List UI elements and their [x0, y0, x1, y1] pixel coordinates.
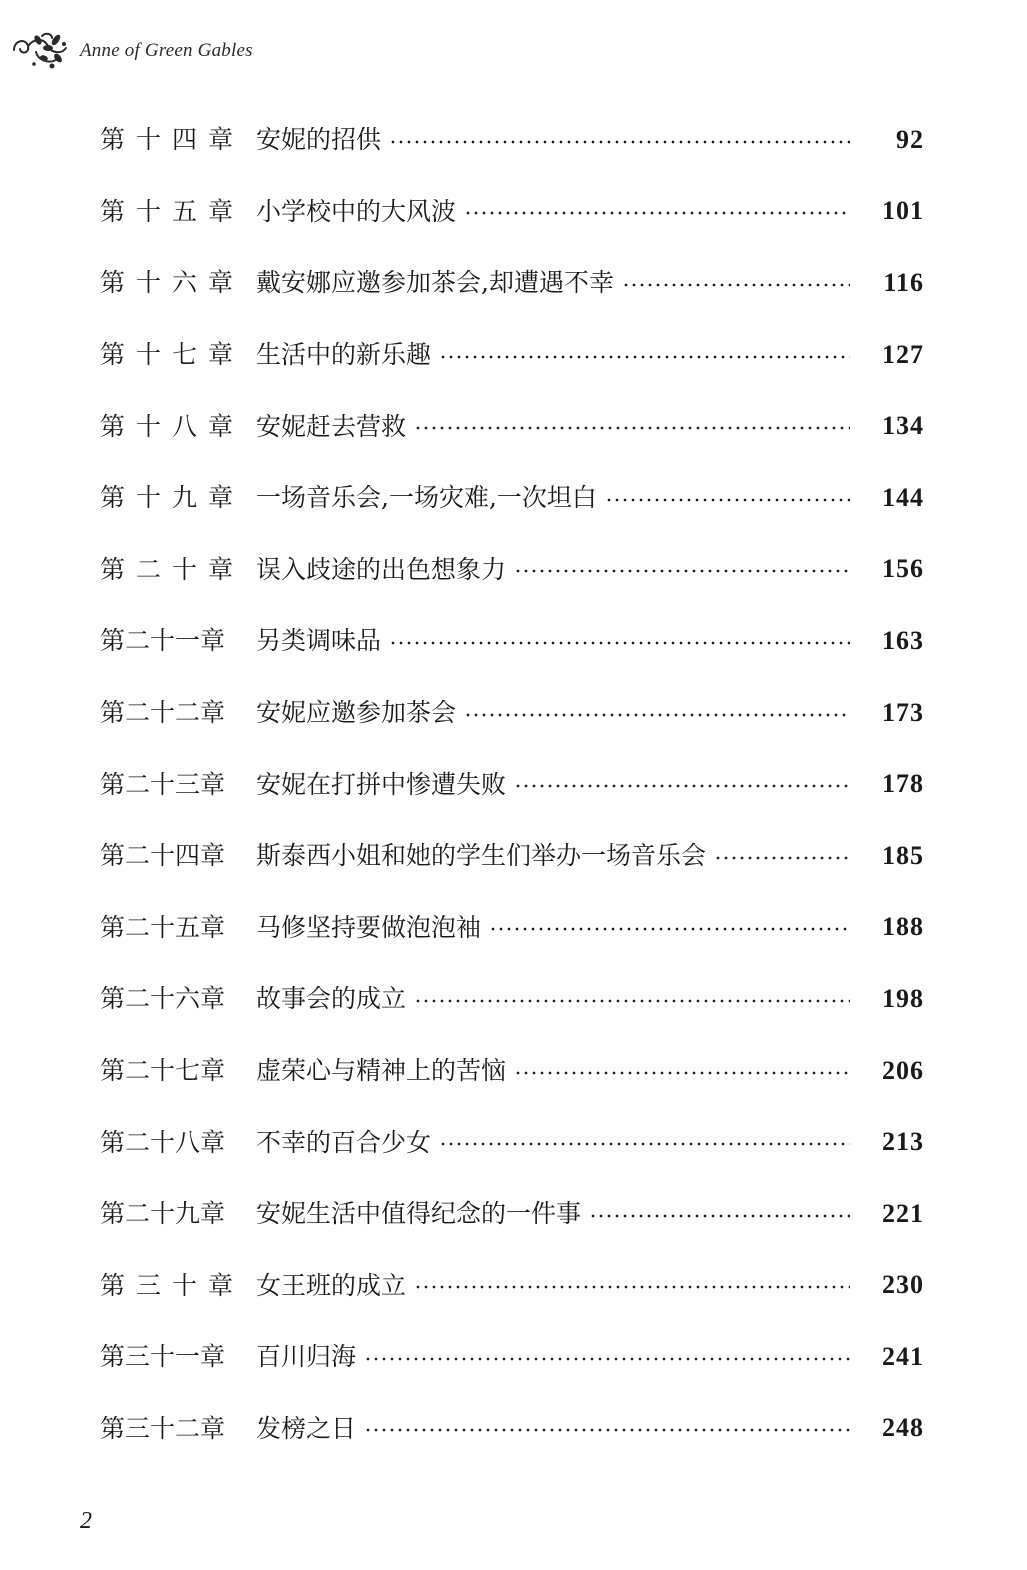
- dot-leader: [364, 1427, 850, 1433]
- toc-entry: [100, 462, 924, 534]
- toc-entry: [100, 319, 924, 391]
- chapter-page-number: 134: [882, 411, 924, 441]
- chapter-title: 马修坚持要做泡泡袖: [256, 912, 482, 942]
- toc-entry: [100, 390, 924, 462]
- chapter-number: 第三十二章: [100, 1413, 226, 1443]
- toc-entry: [100, 1250, 924, 1322]
- chapter-title: 另类调味品: [256, 626, 382, 656]
- dot-leader: [414, 998, 850, 1004]
- chapter-title: 百川归海: [256, 1342, 357, 1372]
- chapter-title: 虚荣心与精神上的苦恼: [256, 1056, 507, 1086]
- toc-entry: [100, 534, 924, 606]
- chapter-number: 第十八章: [100, 411, 245, 441]
- dot-leader: [364, 1356, 850, 1362]
- chapter-page-number: 163: [882, 625, 924, 655]
- chapter-number: 第二十五章: [100, 912, 226, 942]
- chapter-title: 女王班的成立: [256, 1270, 407, 1300]
- chapter-page-number: 92: [896, 124, 924, 154]
- chapter-page-number: 156: [882, 554, 924, 584]
- chapter-page-number: 221: [882, 1198, 924, 1228]
- chapter-number: 第二十章: [100, 554, 245, 584]
- chapter-title: 安妮应邀参加茶会: [256, 698, 457, 728]
- toc-entry: [100, 677, 924, 749]
- dot-leader: [414, 425, 850, 431]
- chapter-page-number: 173: [882, 697, 924, 727]
- page-number: 2: [80, 1508, 92, 1534]
- dot-leader: [464, 210, 850, 216]
- chapter-number: 第十九章: [100, 483, 245, 513]
- chapter-page-number: 144: [882, 482, 924, 512]
- chapter-number: 第二十三章: [100, 769, 226, 799]
- dot-leader: [589, 1213, 850, 1219]
- toc-entry: [100, 1393, 924, 1465]
- dot-leader: [514, 1070, 850, 1076]
- chapter-title: 一场音乐会,一场灾难,一次坦白: [256, 483, 597, 513]
- chapter-page-number: 127: [882, 339, 924, 369]
- chapter-page-number: 248: [882, 1413, 924, 1443]
- dot-leader: [414, 1284, 850, 1290]
- book-title: Anne of Green Gables: [80, 40, 253, 61]
- dot-leader: [439, 1141, 850, 1147]
- chapter-number: 第二十九章: [100, 1199, 226, 1229]
- dot-leader: [514, 568, 850, 574]
- chapter-number: 第十六章: [100, 268, 245, 298]
- dot-leader: [389, 139, 850, 145]
- toc-entry: [100, 963, 924, 1035]
- toc-entry: [100, 892, 924, 964]
- chapter-number: 第十四章: [100, 125, 245, 155]
- chapter-title: 不幸的百合少女: [256, 1127, 432, 1157]
- chapter-page-number: 206: [882, 1055, 924, 1085]
- chapter-page-number: 185: [882, 840, 924, 870]
- chapter-title: 故事会的成立: [256, 984, 407, 1014]
- chapter-number: 第二十二章: [100, 698, 226, 728]
- chapter-number: 第二十八章: [100, 1127, 226, 1157]
- chapter-page-number: 116: [883, 267, 924, 297]
- chapter-page-number: 188: [882, 912, 924, 942]
- chapter-number: 第十五章: [100, 196, 245, 226]
- chapter-title: 安妮的招供: [256, 125, 382, 155]
- dot-leader: [714, 855, 850, 861]
- chapter-page-number: 198: [882, 983, 924, 1013]
- chapter-title: 安妮赶去营救: [256, 411, 407, 441]
- toc-entry: [100, 605, 924, 677]
- chapter-page-number: 241: [882, 1341, 924, 1371]
- dot-leader: [605, 497, 850, 503]
- dot-leader: [489, 926, 850, 932]
- chapter-title: 斯泰西小姐和她的学生们举办一场音乐会: [256, 841, 707, 871]
- chapter-title: 安妮生活中值得纪念的一件事: [256, 1199, 582, 1229]
- chapter-number: 第三十章: [100, 1270, 245, 1300]
- toc-entry: [100, 104, 924, 176]
- chapter-number: 第十七章: [100, 340, 245, 370]
- chapter-page-number: 213: [882, 1127, 924, 1157]
- toc-entry: [100, 748, 924, 820]
- toc-entry: [100, 176, 924, 248]
- toc-entry: [100, 1106, 924, 1178]
- toc-entry: [100, 1035, 924, 1107]
- chapter-title: 发榜之日: [256, 1413, 357, 1443]
- chapter-page-number: 230: [882, 1270, 924, 1300]
- chapter-title: 安妮在打拼中惨遭失败: [256, 769, 507, 799]
- dot-leader: [439, 354, 850, 360]
- chapter-title: 戴安娜应邀参加茶会,却遭遇不幸: [256, 268, 614, 298]
- toc-entry: [100, 1178, 924, 1250]
- dot-leader: [464, 712, 850, 718]
- chapter-number: 第二十一章: [100, 626, 226, 656]
- dot-leader: [389, 640, 850, 646]
- chapter-number: 第二十四章: [100, 841, 226, 871]
- toc-entry: [100, 247, 924, 319]
- chapter-number: 第三十一章: [100, 1342, 226, 1372]
- floral-scroll-icon: [8, 28, 70, 74]
- running-header: [8, 26, 253, 76]
- chapter-title: 小学校中的大风波: [256, 196, 457, 226]
- toc-entry: [100, 1321, 924, 1393]
- chapter-number: 第二十七章: [100, 1056, 226, 1086]
- dot-leader: [622, 282, 850, 288]
- toc-entry: [100, 820, 924, 892]
- chapter-page-number: 178: [882, 769, 924, 799]
- chapter-page-number: 101: [882, 196, 924, 226]
- table-of-contents: [100, 104, 924, 1464]
- dot-leader: [514, 783, 850, 789]
- chapter-number: 第二十六章: [100, 984, 226, 1014]
- chapter-title: 生活中的新乐趣: [256, 340, 432, 370]
- chapter-title: 误入歧途的出色想象力: [256, 554, 507, 584]
